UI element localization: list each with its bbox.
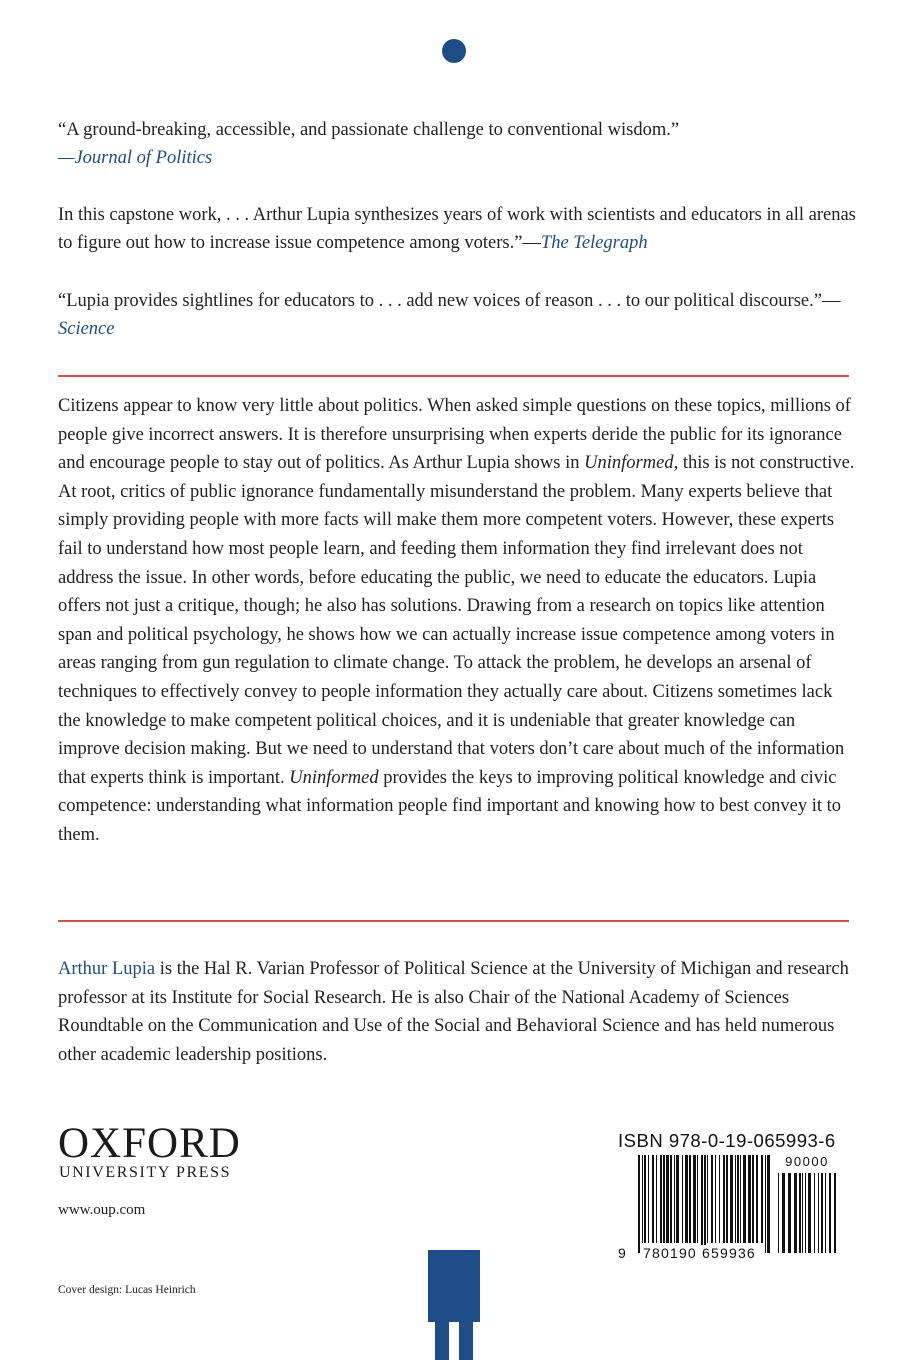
barcode-bar bbox=[644, 1155, 646, 1243]
book-title: Uninformed bbox=[289, 767, 379, 788]
barcode-lead-digit: 9 bbox=[618, 1245, 626, 1261]
quote-text: “A ground-breaking, accessible, and passionate challenge to conventional wisdom.” bbox=[58, 120, 680, 140]
quote-dash: — bbox=[58, 148, 75, 168]
author-name: Arthur Lupia bbox=[58, 959, 156, 979]
barcode-bar bbox=[730, 1155, 733, 1243]
barcode-bar bbox=[642, 1155, 643, 1243]
person-icon bbox=[427, 1250, 481, 1360]
barcode-bar bbox=[723, 1155, 725, 1243]
barcode-bar bbox=[689, 1155, 691, 1243]
barcode-bar bbox=[693, 1155, 696, 1243]
barcode-bar bbox=[711, 1155, 713, 1243]
barcode-bar bbox=[663, 1155, 665, 1243]
barcode-bar bbox=[652, 1155, 654, 1243]
quote-text: “Lupia provides sightlines for educators to . . . add new voices of reason . . . to our political discourse.”— bbox=[58, 291, 841, 311]
bio-text: is the Hal R. Varian Professor of Political Science at the University of Michigan and research professor at its Institute for Social Research. He is also Chair of the National Academy of Sciences Roundtable on the Communication and Use of the Social and Behavioral Science and has held numerous other academic leadership positions. bbox=[58, 959, 849, 1065]
barcode-addon-bar bbox=[802, 1173, 803, 1253]
barcode-addon-bar bbox=[829, 1173, 831, 1253]
barcode-bar bbox=[737, 1155, 739, 1243]
barcode-bar bbox=[748, 1155, 751, 1243]
divider-bottom bbox=[58, 920, 849, 922]
barcode-bar bbox=[701, 1155, 703, 1253]
barcode-addon-bar bbox=[782, 1173, 785, 1253]
barcode-bar bbox=[704, 1155, 706, 1253]
publisher-url: www.oup.com bbox=[58, 1202, 146, 1218]
description-text: provides the keys to improving political knowledge and civic competence: understanding what information people find important and knowing how to best convey it to them. bbox=[58, 767, 841, 845]
barcode-bar bbox=[666, 1155, 669, 1243]
barcode-bar bbox=[660, 1155, 662, 1243]
publisher-logo: OXFORD bbox=[58, 1120, 241, 1167]
barcode-addon-bar bbox=[799, 1173, 801, 1253]
review-quote-2 bbox=[58, 201, 858, 257]
book-title: Uninformed bbox=[584, 453, 674, 474]
description-text: , this is not constructive. At root, critics of public ignorance fundamentally misunderstand the problem. Many experts believe that simply providing people with more facts will make them more competent voters. However, these experts fail to understand how most people learn, and feeding them information they find irrelevant does not address the issue. In other words, before educating the public, we need to educate the educators. Lupia offers not just a critique, though; he also has solutions. Drawing from a research on topics like attention span and political psychology, he shows how we can actually increase issue competence among voters in areas ranging from gun regulation to climate change. To attack the problem, he develops an arsenal of techniques to effectively convey to people information they actually care about. Citizens sometimes lack the knowledge to make competent political choices, and it is undeniable that greater knowledge can improve decision making. But we need to understand that voters don’t care about much of the information that experts think is important. bbox=[58, 453, 855, 788]
barcode-bar bbox=[715, 1155, 716, 1243]
barcode-bar bbox=[743, 1155, 746, 1243]
barcode-bar bbox=[719, 1155, 720, 1243]
barcode-addon-bar bbox=[834, 1173, 836, 1253]
barcode-bar bbox=[676, 1155, 679, 1243]
isbn-label: ISBN 978-0-19-065993-6 bbox=[618, 1130, 836, 1151]
barcode-addon-bar bbox=[818, 1173, 819, 1253]
barcode bbox=[638, 1155, 838, 1253]
barcode-addon-bar bbox=[825, 1173, 826, 1253]
review-quote-1 bbox=[58, 116, 858, 172]
barcode-bar bbox=[670, 1155, 672, 1243]
barcode-bar bbox=[740, 1155, 741, 1243]
barcode-addon-bar bbox=[788, 1173, 791, 1253]
barcode-addon-bar bbox=[778, 1173, 779, 1253]
barcode-bar bbox=[707, 1155, 708, 1243]
barcode-bar bbox=[648, 1155, 649, 1243]
quote-source: The Telegraph bbox=[540, 233, 648, 253]
barcode-addon-bar bbox=[805, 1173, 806, 1253]
barcode-bar bbox=[682, 1155, 683, 1243]
barcode-bar bbox=[726, 1155, 728, 1243]
quote-text: In this capstone work, . . . Arthur Lupia synthesizes years of work with scientists and educators in all arenas to figure out how to increase issue competence among voters.”— bbox=[58, 205, 856, 253]
barcode-addon-bar bbox=[814, 1173, 815, 1253]
cover-credit: Cover design: Lucas Heinrich bbox=[58, 1284, 196, 1296]
barcode-addon-digits: 90000 bbox=[776, 1155, 838, 1169]
barcode-bar bbox=[765, 1155, 766, 1253]
barcode-addon-bar bbox=[794, 1173, 797, 1253]
decorative-dot bbox=[442, 39, 466, 63]
barcode-addon-bar bbox=[821, 1173, 823, 1253]
barcode-bar bbox=[761, 1155, 763, 1243]
barcode-bar bbox=[674, 1155, 675, 1243]
barcode-digits: 780190 659936 bbox=[643, 1245, 756, 1261]
author-bio bbox=[58, 955, 858, 1069]
barcode-bar bbox=[656, 1155, 657, 1243]
barcode-bar bbox=[685, 1155, 688, 1243]
quote-source: Science bbox=[58, 319, 115, 339]
divider-top bbox=[58, 375, 849, 377]
barcode-bar bbox=[752, 1155, 754, 1243]
review-quote-3 bbox=[58, 287, 858, 343]
barcode-bar bbox=[735, 1155, 736, 1243]
quote-source: Journal of Politics bbox=[74, 148, 213, 168]
publisher-logo-subtitle: UNIVERSITY PRESS bbox=[59, 1164, 232, 1181]
barcode-addon-bar bbox=[808, 1173, 811, 1253]
book-description bbox=[58, 392, 858, 850]
description-text: Citizens appear to know very little about politics. When asked simple questions on these topics, millions of people give incorrect answers. It is therefore unsurprising when experts deride the public for its ignorance and encourage people to stay out of politics. As Arthur Lupia shows in bbox=[58, 396, 851, 474]
barcode-bar bbox=[756, 1155, 758, 1243]
barcode-bar bbox=[697, 1155, 698, 1243]
barcode-bar bbox=[638, 1155, 640, 1253]
barcode-bar bbox=[767, 1155, 770, 1253]
